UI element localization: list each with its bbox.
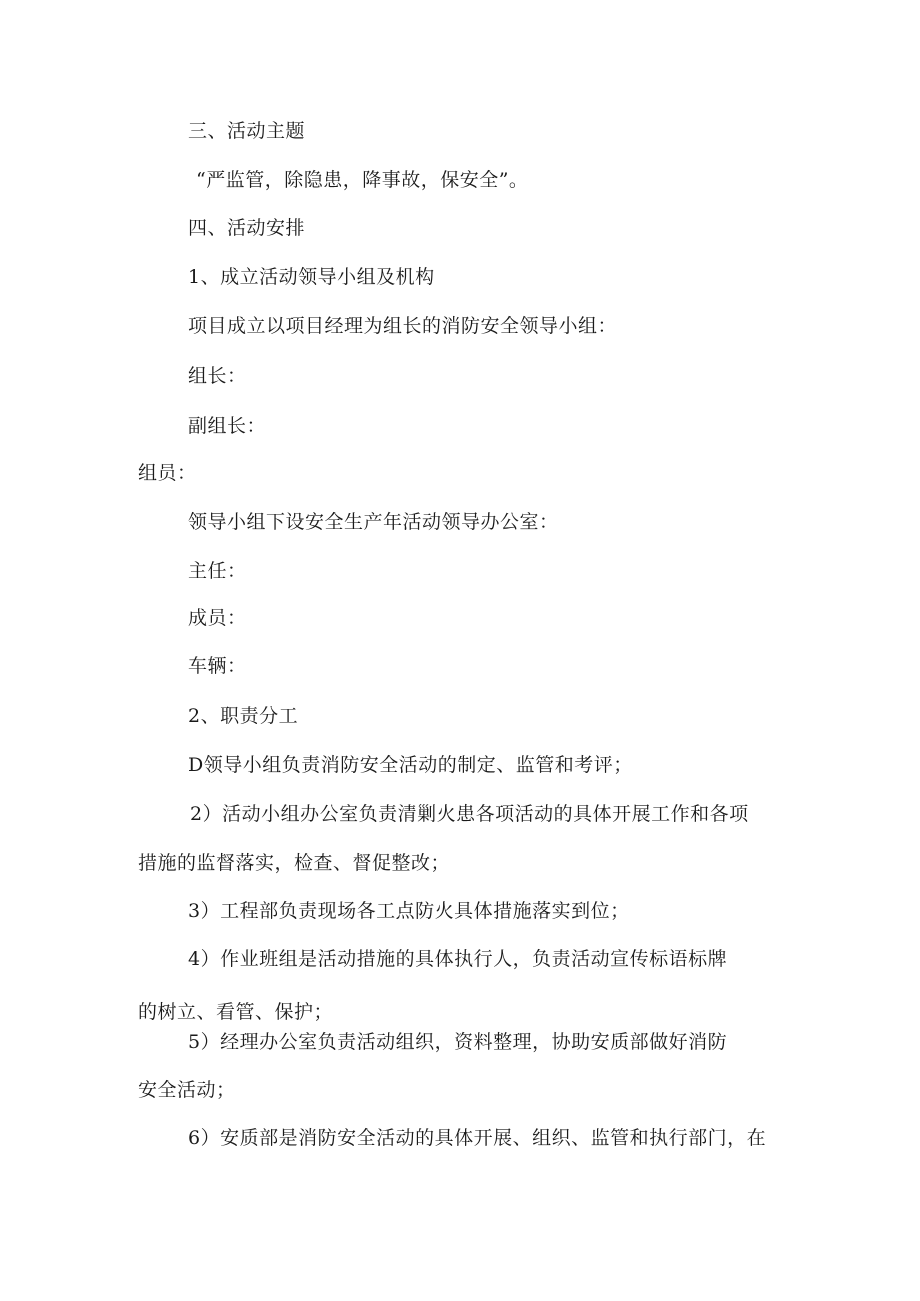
- field-label-group-leader: 组长：: [188, 365, 247, 387]
- list-item-continuation: 的树立、看管、保护；: [138, 1001, 334, 1023]
- field-label-vehicles: 车辆：: [188, 655, 247, 677]
- list-item-continuation: 措施的监督落实，检查、督促整改；: [138, 852, 451, 874]
- field-label-deputy-leader: 副组长：: [188, 415, 267, 437]
- section-heading-theme: 三、活动主题: [188, 120, 306, 142]
- list-item: 3）工程部负责现场各工点防火具体措施落实到位；: [188, 900, 630, 922]
- list-item: 4）作业班组是活动措施的具体执行人，负责活动宣传标语标牌: [188, 948, 728, 970]
- field-label-office-members: 成员：: [188, 607, 247, 629]
- list-item: 2）活动小组办公室负责清剿火患各项活动的具体开展工作和各项: [190, 803, 749, 825]
- field-label-director: 主任：: [188, 560, 247, 582]
- subsection-heading-responsibilities: 2、职责分工: [188, 705, 299, 727]
- section-heading-arrangement: 四、活动安排: [188, 217, 306, 239]
- paragraph-text: 项目成立以项目经理为组长的消防安全领导小组：: [188, 315, 618, 337]
- paragraph-text: 领导小组下设安全生产年活动领导办公室：: [188, 511, 559, 533]
- subsection-heading-leadership-group: 1、成立活动领导小组及机构: [188, 266, 435, 288]
- activity-slogan: “严监管，除隐患，降事故，保安全”。: [196, 169, 529, 191]
- field-label-members: 组员：: [138, 462, 197, 484]
- list-item-continuation: 安全活动；: [138, 1079, 236, 1101]
- list-item: 6）安质部是消防安全活动的具体开展、组织、监管和执行部门，在: [188, 1127, 767, 1149]
- list-item: 5）经理办公室负责活动组织，资料整理，协助安质部做好消防: [188, 1031, 728, 1053]
- list-item: D领导小组负责消防安全活动的制定、监管和考评；: [188, 754, 633, 776]
